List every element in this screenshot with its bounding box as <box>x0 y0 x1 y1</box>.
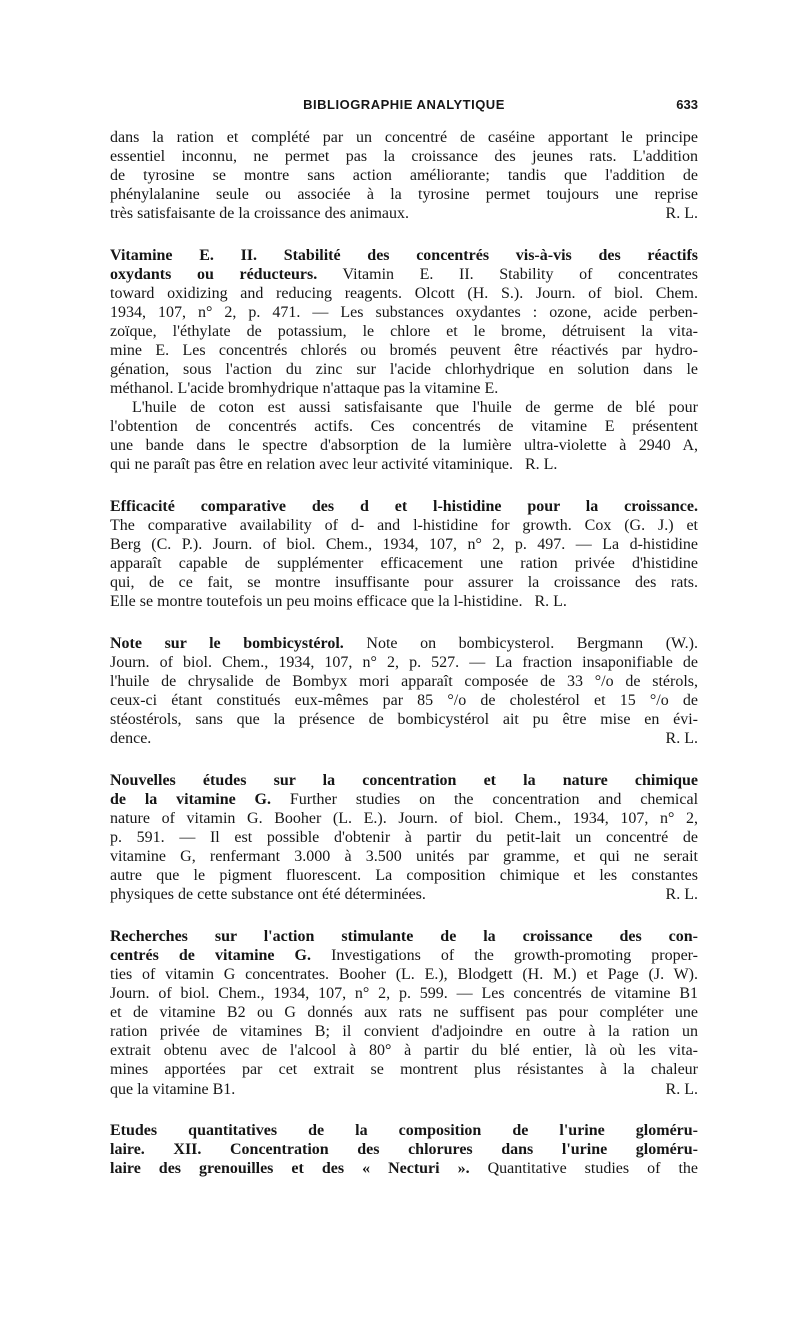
text-line: ceux-ci étant constitués eux-mêmes par 85 °/o de cholestérol et 15 °/o de <box>110 692 698 710</box>
entry-heading: Efficacité comparative des d et l-histidine pour la croissance. <box>110 498 698 516</box>
text-line: Berg (C. P.). Journ. of biol. Chem., 1934, 107, n° 2, p. 497. — La d-histidine <box>110 536 698 554</box>
text-line-content: Vitamin E. II. Stability of concentrates <box>342 265 698 283</box>
text-line: génation, sous l'action du zinc sur l'acide chlorhydrique en solution dans le <box>110 361 698 379</box>
text-line-content: Note on bombicysterol. Bergmann (W.). <box>366 635 698 653</box>
heading-line <box>110 790 698 809</box>
signature: R. L. <box>665 205 698 223</box>
text-line: 1934, 107, n° 2, p. 471. — Les substances oxydantes : ozone, acide perben- <box>110 304 698 322</box>
heading-line <box>110 1121 698 1140</box>
text-line-content: Investigations of the growth-promoting proper- <box>331 947 699 965</box>
heading-line <box>110 265 698 284</box>
text-line: Journ. of biol. Chem., 1934, 107, n° 2, p. 599. — Les concentrés de vitamine B1 <box>110 985 698 1003</box>
heading-line <box>110 1140 698 1159</box>
page-number: 633 <box>676 97 698 112</box>
entry-heading: oxydants ou réducteurs. <box>110 265 318 283</box>
text-line: autre que le pigment fluorescent. La composition chimique et les constantes <box>110 867 698 885</box>
entry-vitamine-e <box>110 246 698 475</box>
heading-line <box>110 497 698 516</box>
running-title: BIBLIOGRAPHIE ANALYTIQUE <box>303 97 505 112</box>
text-line-content: Quantitative studies of the <box>487 1160 698 1178</box>
text-line: apparaît capable de supplémenter efficacement une ration privée d'histidine <box>110 555 698 573</box>
text-line: essentiel inconnu, ne permet pas la croissance des jeunes rats. L'addition <box>110 148 698 166</box>
text-line-with-signature <box>110 1080 698 1099</box>
text-line-with-signature <box>110 455 698 474</box>
text-line: toward oxidizing and reducing reagents. Olcott (H. S.). Journ. of biol. Chem. <box>110 285 698 303</box>
text-line-content: physiques de cette substance ont été déterminées. <box>110 886 426 904</box>
text-line: et de vitamine B2 ou G donnés aux rats ne suffisent pas pour compléter une <box>110 1004 698 1022</box>
entry-continuation <box>110 128 698 223</box>
text-line: stéostérols, sans que la présence de bombicystérol ait pu être mise en évi- <box>110 711 698 729</box>
entry-vitamine-g <box>110 771 698 904</box>
entry-heading: laire. XII. Concentration des chlorures dans l'urine gloméru- <box>110 1141 698 1159</box>
text-line-content: dence. <box>110 730 152 748</box>
text-line-content: Further studies on the concentration and chemical <box>289 791 699 809</box>
heading-line <box>110 1159 698 1178</box>
text-line-content: qui ne paraît pas être en relation avec leur activité vitaminique. <box>110 456 513 474</box>
entry-urine-glomerulaire <box>110 1121 698 1178</box>
entry-histidine <box>110 497 698 611</box>
text-line: mine E. Les concentrés chlorés ou bromés peuvent être réactivés par hydro- <box>110 342 698 360</box>
text-line: ration privée de vitamines B; il convient d'adjoindre en outre à la ration un <box>110 1023 698 1041</box>
entry-growth-vitamin-g <box>110 927 698 1098</box>
heading-line <box>110 927 698 946</box>
text-line-content: que la vitamine B1. <box>110 1080 236 1098</box>
text-line: phénylalanine seule ou associée à la tyrosine permet toujours une reprise <box>110 186 698 204</box>
text-line-with-signature <box>110 729 698 748</box>
entry-heading: Vitamine E. II. Stabilité des concentrés vis-à-vis des réactifs <box>110 246 698 264</box>
text-line: dans la ration et complété par un concentré de caséine apportant le principe <box>110 129 698 146</box>
text-line-content: très satisfaisante de la croissance des animaux. <box>110 205 409 223</box>
text-line: ties of vitamin G concentrates. Booher (L. E.), Blodgett (H. M.) et Page (J. W). <box>110 966 698 984</box>
entry-heading: Recherches sur l'action stimulante de la croissance des con- <box>110 928 698 946</box>
entry-heading: Nouvelles études sur la concentration et la nature chimique <box>110 772 698 790</box>
text-line: l'obtention de concentrés actifs. Ces concentrés de vitamine E présentent <box>110 418 698 436</box>
entry-heading: laire des grenouilles et des « Necturi ». <box>110 1160 470 1178</box>
text-line-with-signature <box>110 885 698 904</box>
entry-bombicysterol <box>110 634 698 748</box>
text-line: qui, de ce fait, se montre insuffisante pour assurer la croissance des rats. <box>110 574 698 592</box>
text-line: nature of vitamin G. Booher (L. E.). Journ. of biol. Chem., 1934, 107, n° 2, <box>110 810 698 828</box>
text-line: méthanol. L'acide bromhydrique n'attaque pas la vitamine E. <box>110 380 499 398</box>
text-line: mines apportées par cet extrait se montrent plus résistantes à la chaleur <box>110 1061 698 1079</box>
signature: R. L. <box>524 456 558 474</box>
text-line: The comparative availability of d- and l-histidine for growth. Cox (G. J.) et <box>110 517 698 535</box>
page-header <box>110 97 698 117</box>
heading-line <box>110 634 698 653</box>
text-line: L'huile de coton est aussi satisfaisante que l'huile de germe de blé pour <box>132 399 698 417</box>
text-line: une bande dans le spectre d'absorption de la lumière ultra-violette à 2940 A, <box>110 437 698 455</box>
text-line: l'huile de chrysalide de Bombyx mori apparaît composée de 33 °/o de stérols, <box>110 673 698 691</box>
text-line: p. 591. — Il est possible d'obtenir à partir du petit-lait un concentré de <box>110 829 698 847</box>
text-column <box>110 128 698 1178</box>
signature: R. L. <box>665 730 698 748</box>
text-line-with-signature <box>110 204 698 223</box>
text-line: Journ. of biol. Chem., 1934, 107, n° 2, p. 527. — La fraction insaponifiable de <box>110 654 698 672</box>
entry-heading: Etudes quantitatives de la composition de l'urine gloméru- <box>110 1122 698 1140</box>
signature: R. L. <box>534 593 567 611</box>
text-line: extrait obtenu avec de l'alcool à 80° à partir du blé entier, là où les vita- <box>110 1042 698 1060</box>
heading-line <box>110 771 698 790</box>
heading-line <box>110 946 698 965</box>
heading-line <box>110 246 698 265</box>
text-line: vitamine G, renfermant 3.000 à 3.500 unités par gramme, et qui ne serait <box>110 848 698 866</box>
entry-heading: centrés de vitamine G. <box>110 947 312 965</box>
entry-heading: Note sur le bombicystérol. <box>110 635 344 653</box>
text-line-with-signature <box>110 592 698 611</box>
entry-heading: de la vitamine G. <box>110 791 272 809</box>
text-line-content: Elle se montre toutefois un peu moins efficace que la l-histidine. <box>110 593 523 611</box>
signature: R. L. <box>665 1080 698 1098</box>
text-line: de tyrosine se montre sans action améliorante; tandis que l'addition de <box>110 167 698 185</box>
signature: R. L. <box>665 886 698 904</box>
text-line: zoïque, l'éthylate de potassium, le chlore et le brome, détruisent la vita- <box>110 323 698 341</box>
